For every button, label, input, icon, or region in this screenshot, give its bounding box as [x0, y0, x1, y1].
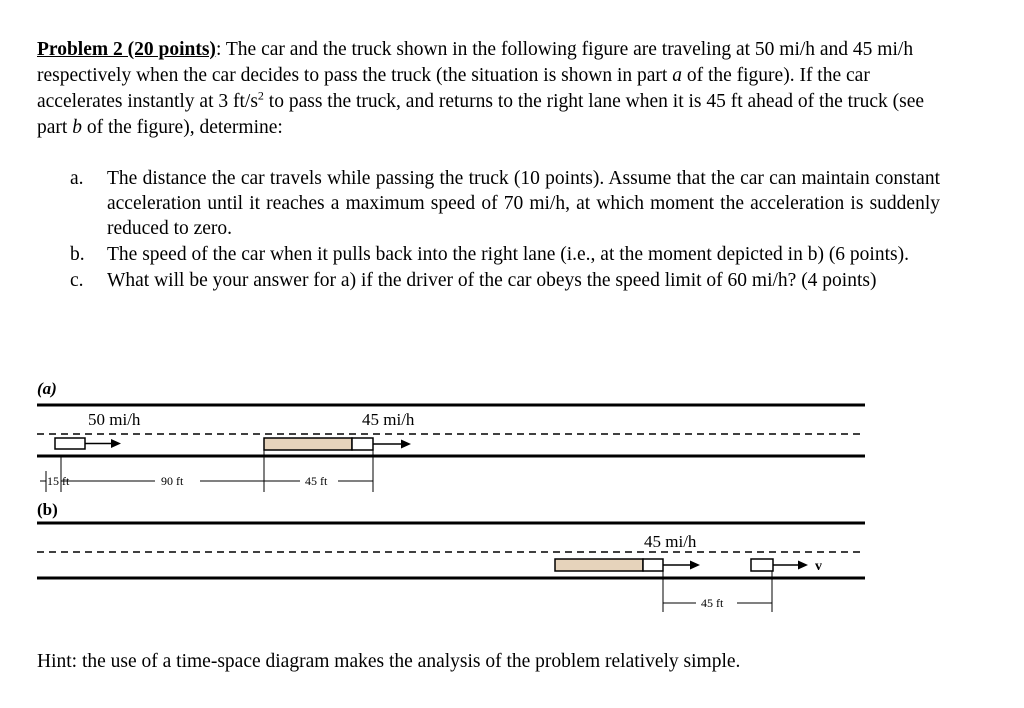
superscript: 2: [257, 88, 264, 103]
problem-heading: Problem 2 (20 points): [37, 39, 216, 60]
intro-text-1: : The car and the truck shown in the following figure are traveling at 50 mi/h and 45 mi/h respectively when the car decides to pass the truck (the situation is shown in part: [37, 39, 914, 86]
item-marker: a.: [70, 168, 84, 189]
truck-arrowhead-a: [401, 440, 411, 449]
car-speed-label-b: v: [815, 559, 822, 574]
item-marker: b.: [70, 244, 85, 265]
dim-15-label: 15 ft: [47, 474, 70, 488]
intro-text-2: of the figure). If the car accelerates instantly at 3 ft/s: [37, 65, 870, 112]
intro-text-4: of the figure), determine:: [81, 117, 283, 138]
dim-45-label-b: 45 ft: [701, 596, 724, 610]
intro-text-3: to pass the truck, and returns to the right lane when it is 45 ft ahead of the truck (see part: [37, 91, 925, 138]
dim-45-label-a: 45 ft: [305, 474, 328, 488]
part-a-ref: a: [672, 65, 682, 86]
item-text: The distance the car travels while passing the truck (10 points). Assume that the car can maintain constant acceleration until it reaches a maximum speed of 70 mi/h, at which moment the acceleration is suddenly reduced to zero.: [107, 168, 940, 239]
item-marker: c.: [70, 270, 84, 291]
car-speed-label-a: 50 mi/h: [88, 410, 141, 429]
truck-speed-label-a: 45 mi/h: [362, 410, 415, 429]
part-b-ref: b: [72, 117, 82, 138]
dim-90-label: 90 ft: [161, 474, 184, 488]
car-arrowhead-b: [798, 561, 808, 570]
item-text: The speed of the car when it pulls back into the right lane (i.e., at the moment depicted in b) (6 points).: [107, 244, 909, 265]
truck-speed-label-b: 45 mi/h: [644, 532, 697, 551]
truck-trailer-a: [264, 438, 352, 450]
car-a: [55, 438, 85, 449]
truck-trailer-b: [555, 559, 643, 571]
item-text: What will be your answer for a) if the driver of the car obeys the speed limit of 60 mi/h? (4 points): [107, 270, 877, 291]
truck-arrowhead-b: [690, 561, 700, 570]
truck-cab-a: [352, 438, 373, 450]
hint-text: Hint: the use of a time-space diagram makes the analysis of the problem relatively simple.: [37, 651, 741, 672]
figure-label-b: (b): [37, 500, 58, 519]
car-b: [751, 559, 773, 571]
truck-cab-b: [643, 559, 663, 571]
car-arrowhead-a: [111, 439, 121, 448]
figure-label-a: (a): [37, 379, 57, 398]
